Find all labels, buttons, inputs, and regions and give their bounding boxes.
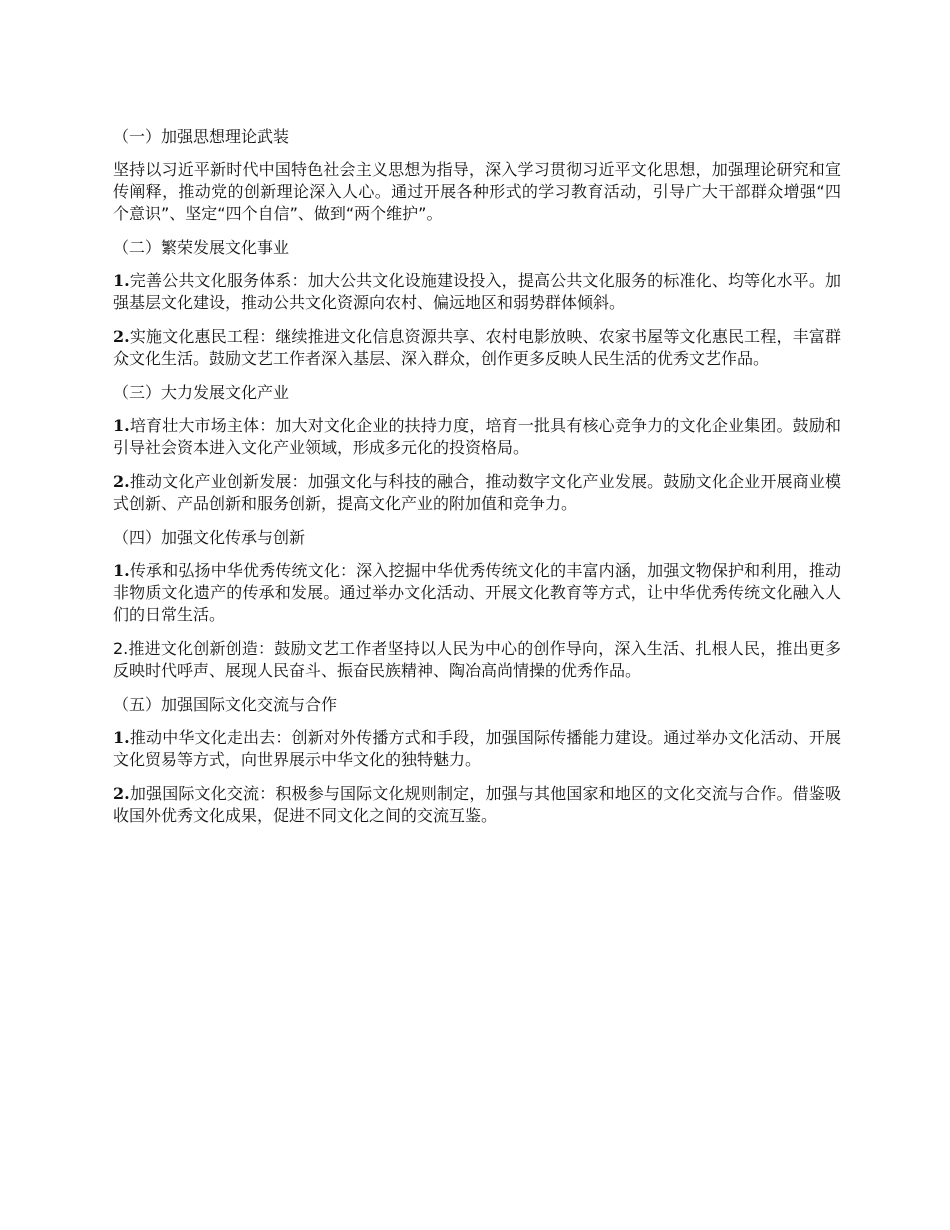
paragraph-text: 传承和弘扬中华优秀传统文化：深入挖掘中华优秀传统文化的丰富内涵，加强文物保护和利用，推动非物质文化遗产的传承和发展。通过举办文化活动、开展文化教育等方式，让中华优秀传统文化融入人们的日常生活。 — [113, 561, 841, 624]
item-number: 1. — [113, 271, 130, 290]
paragraph-text: 实施文化惠民工程：继续推进文化信息资源共享、农村电影放映、农家书屋等文化惠民工程，丰富群众文化生活。鼓励文艺工作者深入基层、深入群众，创作更多反映人民生活的优秀文艺作品。 — [113, 327, 841, 368]
paragraph-text: 推动文化产业创新发展：加强文化与科技的融合，推动数字文化产业发展。鼓励文化企业开展商业模式创新、产品创新和服务创新，提高文化产业的附加值和竞争力。 — [113, 472, 841, 513]
paragraph-text: 培育壮大市场主体：加大对文化企业的扶持力度，培育一批具有核心竞争力的文化企业集团。鼓励和引导社会资本进入文化产业领域，形成多元化的投资格局。 — [113, 416, 841, 457]
section-heading-4: （四）加强文化传承与创新 — [113, 528, 306, 547]
section-4-paragraph-2 — [113, 638, 841, 682]
section-heading-1: （一）加强思想理论武装 — [113, 127, 290, 146]
paragraph-text: 完善公共文化服务体系：加大公共文化设施建设投入，提高公共文化服务的标准化、均等化水平。加强基层文化建设，推动公共文化资源向农村、偏远地区和弱势群体倾斜。 — [113, 271, 841, 312]
section-4-paragraph-1 — [113, 560, 841, 626]
item-number: 1. — [113, 728, 130, 747]
item-number: 2. — [113, 327, 130, 346]
section-heading-3: （三）大力发展文化产业 — [113, 383, 290, 402]
section-5-paragraph-1 — [113, 727, 841, 771]
section-heading-5: （五）加强国际文化交流与合作 — [113, 695, 338, 714]
paragraph-text: 加强国际文化交流：积极参与国际文化规则制定，加强与其他国家和地区的文化交流与合作。借鉴吸收国外优秀文化成果，促进不同文化之间的交流互鉴。 — [113, 784, 841, 825]
paragraph-text: 推动中华文化走出去：创新对外传播方式和手段，加强国际传播能力建设。通过举办文化活动、开展文化贸易等方式，向世界展示中华文化的独特魅力。 — [113, 728, 841, 769]
item-number: 1. — [113, 416, 130, 435]
section-3-paragraph-1 — [113, 415, 841, 459]
item-number: 2. — [113, 472, 130, 491]
section-2-paragraph-2 — [113, 326, 841, 370]
section-3-paragraph-2 — [113, 471, 841, 515]
item-number: 2. — [113, 639, 129, 658]
section-5-paragraph-2 — [113, 783, 841, 827]
section-1-paragraph — [113, 159, 841, 225]
paragraph-text: 推进文化创新创造：鼓励文艺工作者坚持以人民为中心的创作导向，深入生活、扎根人民，推出更多反映时代呼声、展现人民奋斗、振奋民族精神、陶冶高尚情操的优秀作品。 — [113, 639, 841, 680]
paragraph-text: 坚持以习近平新时代中国特色社会主义思想为指导，深入学习贯彻习近平文化思想，加强理论研究和宣传阐释，推动党的创新理论深入人心。通过开展各种形式的学习教育活动，引导广大干部群众增强“四个意识”、坚定“四个自信”、做到“两个维护”。 — [113, 160, 841, 223]
document-body — [113, 126, 841, 839]
item-number: 1. — [113, 561, 130, 580]
item-number: 2. — [113, 784, 130, 803]
section-heading-2: （二）繁荣发展文化事业 — [113, 238, 290, 257]
section-2-paragraph-1 — [113, 270, 841, 314]
